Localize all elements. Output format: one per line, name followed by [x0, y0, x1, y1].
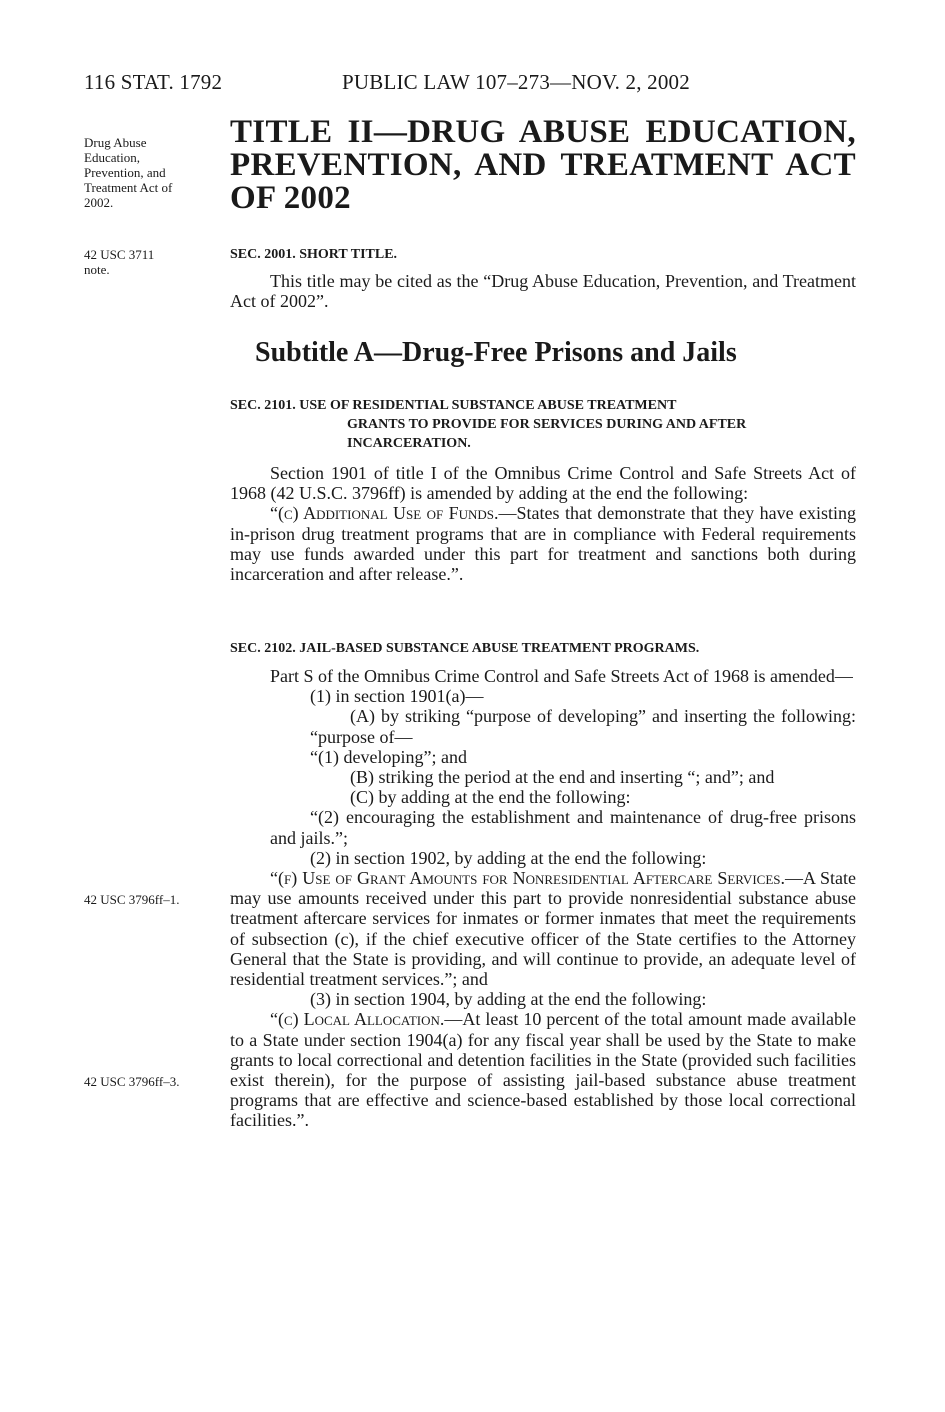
page-reference: 116 STAT. 1792: [84, 70, 223, 94]
sec-2102-para-3: (3) in section 1904, by adding at the end the following:: [310, 989, 707, 1010]
sec-2102-para-2: (2) in section 1902, by adding at the end the following:: [310, 847, 707, 868]
sec-2102-heading: SEC. 2102. JAIL-BASED SUBSTANCE ABUSE TREATMENT PROGRAMS.: [230, 641, 700, 656]
subsection-c-label: “(c) Additional Use of Funds.: [270, 503, 499, 524]
margin-note-usc-3796ff-1: 42 USC 3796ff–1.: [84, 892, 180, 907]
sec-2102-quote-2: “(2) encouraging the establishment and maintenance of drug-free prisons and jails.”;: [270, 807, 856, 848]
sec-2102-para-B: (B) striking the period at the end and inserting “; and”; and: [350, 767, 775, 788]
sec-2001-text: This title may be cited as the “Drug Abuse Education, Prevention, and Treatment Act of 2002”.: [230, 271, 856, 312]
sec-2001-heading: SEC. 2001. SHORT TITLE.: [230, 247, 398, 262]
sec-2101-heading: SEC. 2101. USE OF RESIDENTIAL SUBSTANCE ABUSE TREATMENT GRANTS TO PROVIDE FOR SERVICES DURING AND AFTER INCARCERATION.: [230, 398, 747, 451]
sec-2102-body: [230, 666, 856, 1131]
title-line-1: TITLE II—DRUG ABUSE EDUCATION,: [230, 114, 856, 150]
sec-2101-body: [230, 463, 856, 584]
sec-2102-intro: Part S of the Omnibus Crime Control and Safe Streets Act of 1968 is amended—: [270, 666, 853, 686]
sec-2102-subsection-c: “(c) Local Allocation.—At least 10 percent of the total amount made available to a State under section 1904(a) for any fiscal year shall be used by the State to make grants to local correctional and detention facilities in the State (provided such facilities exist therein), for the purpose of assisting jail-based substance abuse treatment programs that are effective and science-based established by those local correctional facilities.”.: [230, 1009, 856, 1131]
law-reference: PUBLIC LAW 107–273—NOV. 2, 2002: [342, 70, 690, 94]
title-heading: [230, 116, 856, 215]
title-line-3: OF 2002: [230, 180, 351, 216]
sec-2102-para-C: (C) by adding at the end the following:: [350, 787, 631, 808]
title-line-2: PREVENTION, AND TREATMENT ACT: [230, 147, 856, 183]
sec-2102-quote-1: “(1) developing”; and: [310, 746, 467, 767]
sec-2102-para-A: (A) by striking “purpose of developing” and inserting the following: “purpose of—: [310, 706, 856, 747]
margin-note-usc-3796ff-3: 42 USC 3796ff–3.: [84, 1074, 180, 1089]
sec-2001-body: [230, 271, 856, 311]
margin-note-usc-3711: 42 USC 3711 note.: [84, 247, 155, 277]
subsection-c-local-label: “(c) Local Allocation.: [270, 1009, 445, 1030]
subsection-f-label: “(f) Use of Grant Amounts for Nonresidential Aftercare Services.: [270, 868, 785, 889]
sec-2101-intro: Section 1901 of title I of the Omnibus Crime Control and Safe Streets Act of 1968 (42 U.S.C. 3796ff) is amended by adding at the end the following:: [230, 463, 856, 504]
margin-note-title: Drug Abuse Education, Prevention, and Treatment Act of 2002.: [84, 135, 173, 210]
subtitle-a-heading: Subtitle A—Drug-Free Prisons and Jails: [255, 337, 737, 368]
sec-2101-subsection-c: “(c) Additional Use of Funds.—States that demonstrate that they have existing in-prison drug treatment programs that are in compliance with Federal requirements may use funds awarded under this part for treatment and sanctions both during incarceration and after release.”.: [230, 503, 856, 585]
sec-2102-para-1: (1) in section 1901(a)—: [310, 686, 484, 707]
sec-2102-subsection-f: “(f) Use of Grant Amounts for Nonresidential Aftercare Services.—A State may use amounts received under this part to provide nonresidential substance abuse treatment aftercare services for inmates or former inmates that meet the requirements of subsection (c), if the chief executive officer of the State certifies to the Attorney General that the State is providing, and will continue to provide, an adequate level of residential treatment services.”; and: [230, 868, 857, 990]
